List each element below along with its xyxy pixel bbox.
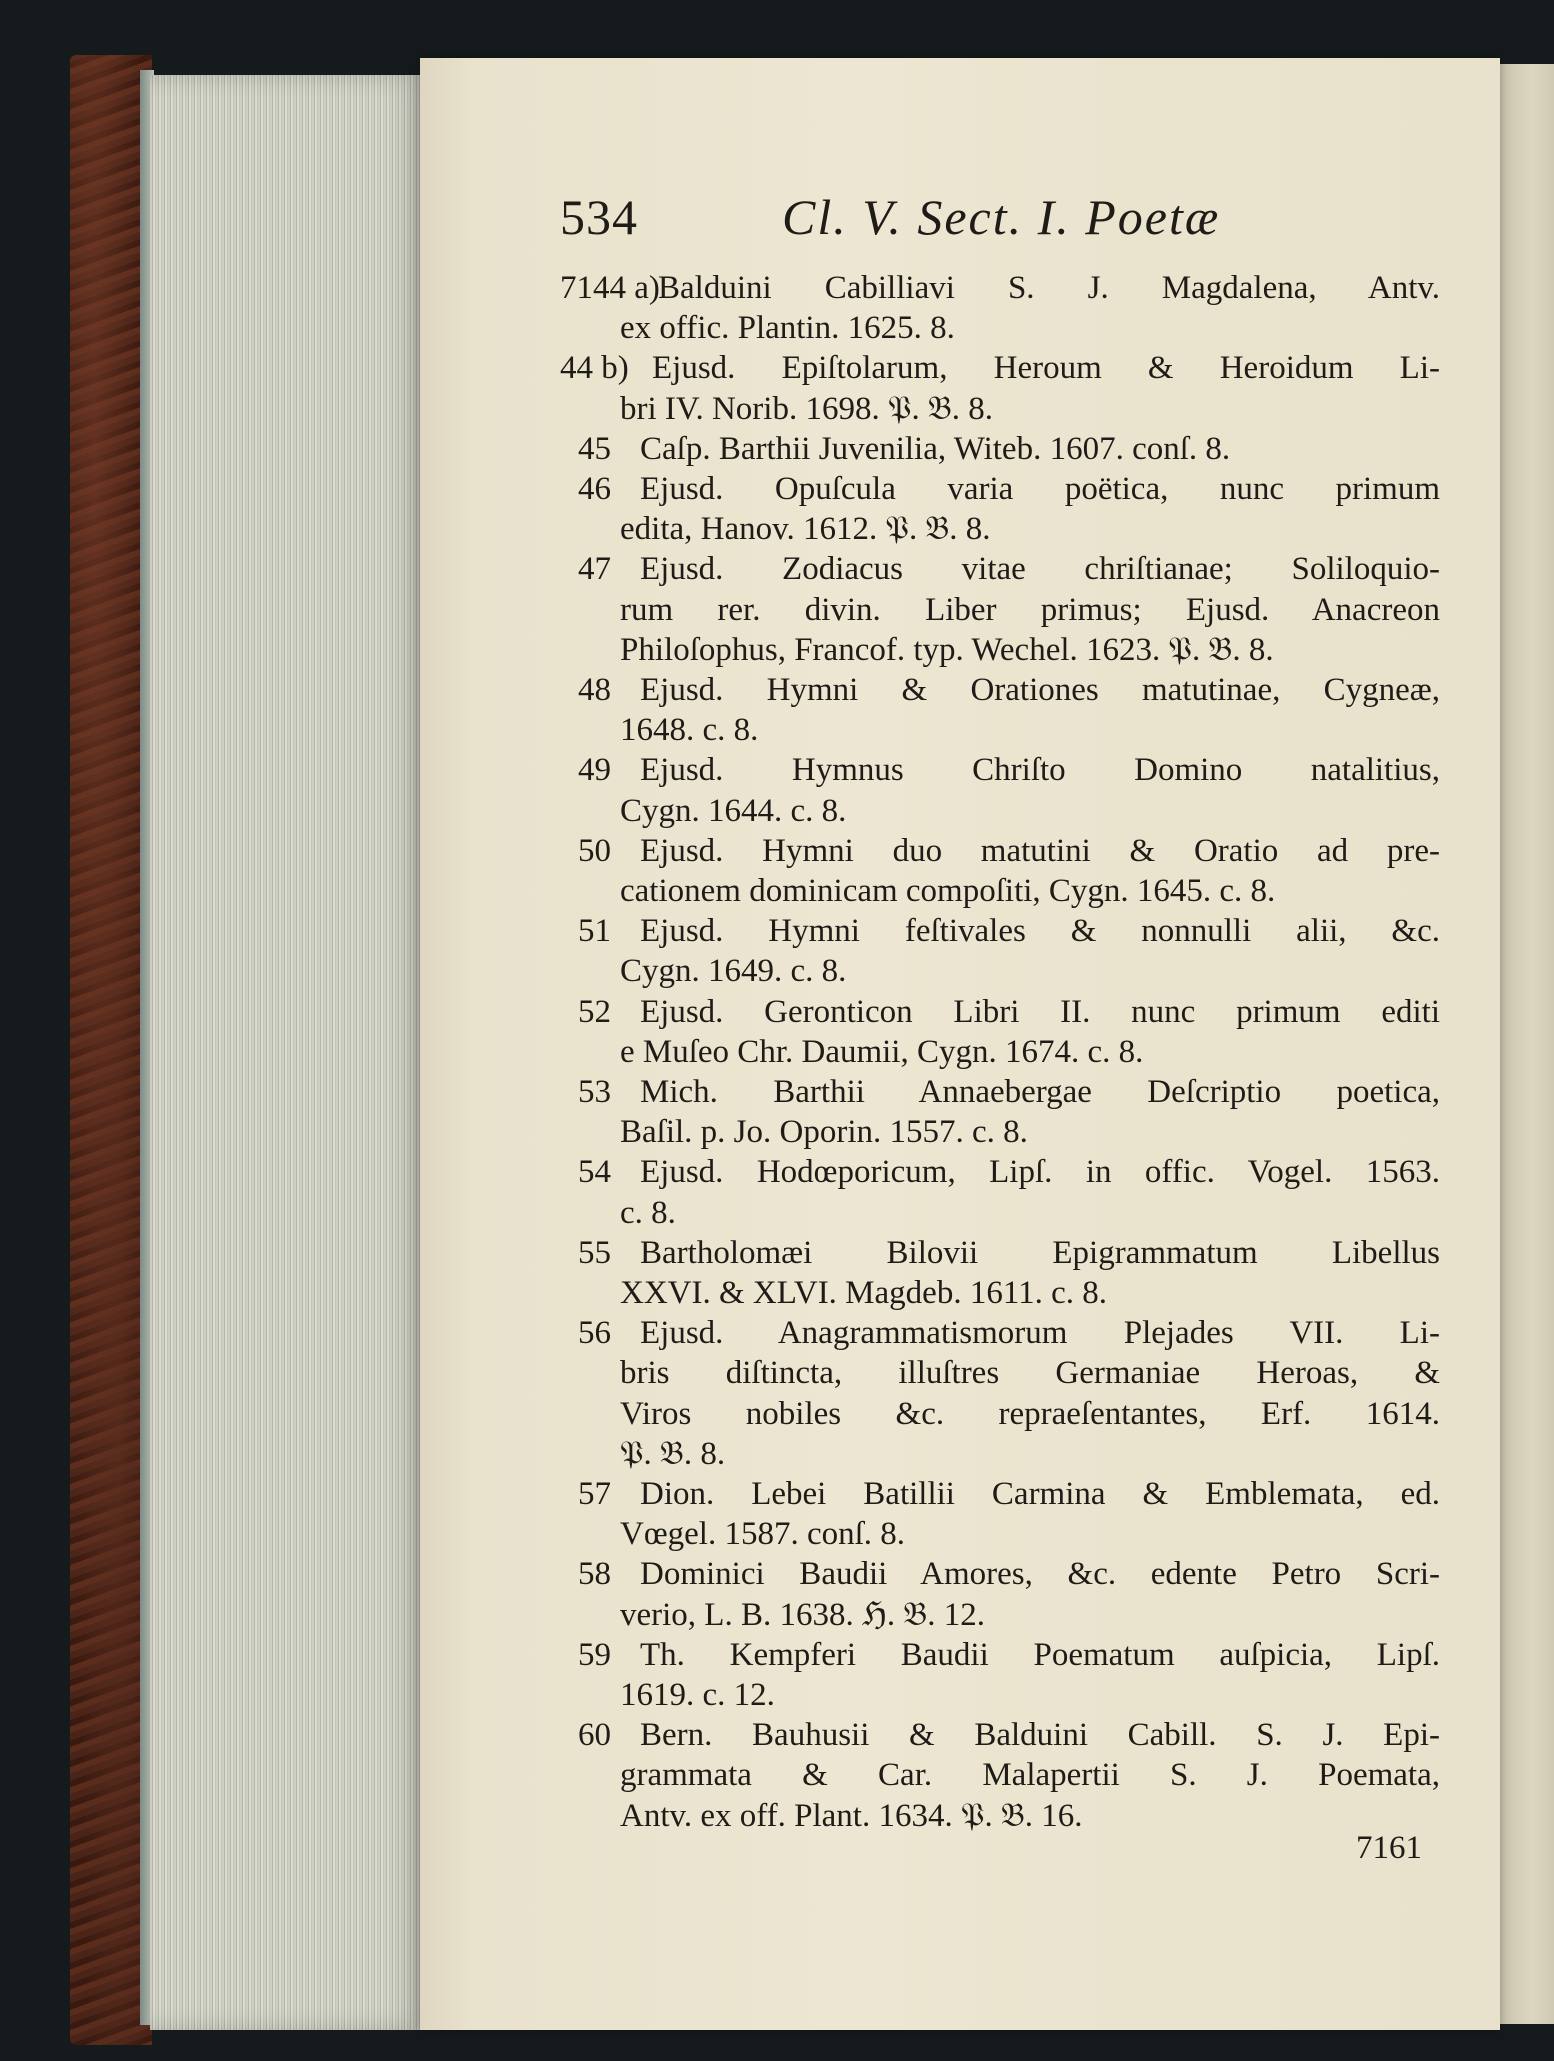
entry-text: Ejusd. Geronticon Libri II. nunc primum editi (640, 993, 1440, 1030)
entry-continuation-line (420, 1353, 1500, 1393)
entry-text: Ejusd. Hymni feſtivales & nonnulli alii, &c. (640, 913, 1440, 950)
entry-text: edita, Hanov. 1612. 𝔓. 𝔅. 8. (620, 511, 991, 548)
catalogue-entry (420, 469, 1500, 509)
entry-text: Viros nobiles &c. repraeſentantes, Erf. 1614. (620, 1395, 1440, 1432)
entry-text: Philoſophus, Francof. typ. Wechel. 1623. 𝔓. 𝔅. 8. (620, 631, 1274, 668)
entry-number: 45 (578, 430, 611, 467)
catalogue-entry (420, 750, 1500, 790)
entry-number: 60 (578, 1717, 611, 1754)
catalogue-entry (420, 1715, 1500, 1755)
entry-continuation-line (420, 590, 1500, 630)
entry-continuation-line (420, 1273, 1500, 1313)
entry-text: 1648. c. 8. (620, 712, 759, 749)
entry-continuation-line (420, 1755, 1500, 1795)
entry-number: 58 (578, 1556, 611, 1593)
entry-number: 49 (578, 752, 611, 789)
entry-continuation-line (420, 1193, 1500, 1233)
catalogue-entry (420, 911, 1500, 951)
catchword: 7161 (1356, 1830, 1422, 1866)
entry-continuation-line (420, 951, 1500, 991)
entry-number: 46 (578, 471, 611, 507)
entry-text: Dominici Baudii Amores, &c. edente Petro Scri- (640, 1556, 1440, 1593)
catalogue-entry (420, 1233, 1500, 1273)
entry-text: Th. Kempferi Baudii Poematum auſpicia, Lipſ. (640, 1636, 1440, 1673)
entry-text: e Muſeo Chr. Daumii, Cygn. 1674. c. 8. (620, 1033, 1144, 1070)
entry-number: 51 (578, 913, 611, 950)
catalogue-entry (420, 429, 1500, 469)
page-number: 534 (560, 189, 638, 245)
entry-text: Ejusd. Opuſcula varia poëtica, nunc primum (640, 471, 1440, 507)
entry-number: 59 (578, 1636, 611, 1673)
entry-text: Caſp. Barthii Juvenilia, Witeb. 1607. conſ. 8. (640, 430, 1231, 467)
entry-text: Ejusd. Hymnus Chriſto Domino natalitius, (640, 752, 1440, 789)
entry-continuation-line (420, 710, 1500, 750)
entry-text: 𝔓. 𝔅. 8. (620, 1435, 726, 1472)
entry-text: grammata & Car. Malapertii S. J. Poemata, (620, 1757, 1440, 1794)
catalogue-entry (420, 1072, 1500, 1112)
entry-text: Dion. Lebei Batillii Carmina & Emblemata, ed. (640, 1476, 1440, 1512)
entry-continuation-line (420, 1675, 1500, 1715)
entry-continuation-line (420, 1595, 1500, 1635)
entry-continuation-line (420, 389, 1500, 429)
entry-number: 48 (578, 672, 611, 708)
entry-number: 54 (578, 1154, 611, 1191)
entry-text: Ejusd. Hymni & Orationes matutinae, Cygneæ, (640, 672, 1440, 708)
entry-continuation-line (420, 791, 1500, 831)
entry-continuation-line (420, 871, 1500, 911)
catalogue-entries (420, 58, 1500, 2030)
catalogue-entry (420, 1474, 1500, 1514)
entry-continuation-line (420, 1112, 1500, 1152)
entry-number: 52 (578, 993, 611, 1030)
entry-text: c. 8. (620, 1194, 676, 1231)
catalogue-entry (420, 348, 1500, 388)
entry-continuation-line (420, 308, 1500, 348)
page-edge-stack (150, 75, 428, 2030)
entry-text: Antv. ex off. Plant. 1634. 𝔓. 𝔅. 16. (620, 1797, 1083, 1834)
entry-continuation-line (420, 1434, 1500, 1474)
entry-text: ex offic. Plantin. 1625. 8. (620, 310, 955, 347)
entry-number: 55 (578, 1234, 611, 1271)
entry-continuation-line (420, 630, 1500, 670)
entry-text: Ejusd. Anagrammatismorum Plejades VII. Li- (640, 1315, 1440, 1352)
catalogue-entry (420, 1635, 1500, 1675)
entry-text: bri IV. Norib. 1698. 𝔓. 𝔅. 8. (620, 390, 994, 427)
entry-continuation-line (420, 1514, 1500, 1554)
entry-number: 47 (578, 551, 611, 588)
entry-text: rum rer. divin. Liber primus; Ejusd. Anacreon (620, 591, 1440, 628)
catalogue-entry (420, 831, 1500, 871)
entry-number: 44 b) (560, 350, 629, 387)
entry-number: 53 (578, 1074, 611, 1110)
entry-text: Ejusd. Hymni duo matutini & Oratio ad pre- (640, 832, 1440, 869)
entry-text: XXVI. & XLVI. Magdeb. 1611. c. 8. (620, 1275, 1107, 1311)
entry-text: Balduini Cabilliavi S. J. Magdalena, Antv. (658, 270, 1440, 306)
entry-continuation-line (420, 1796, 1500, 1836)
catalogue-entry (420, 549, 1500, 589)
entry-text: Cygn. 1649. c. 8. (620, 953, 847, 990)
entry-text: Vœgel. 1587. conſ. 8. (620, 1516, 906, 1553)
entry-text: verio, L. B. 1638. ℌ. 𝔅. 12. (620, 1596, 985, 1633)
entry-number: 56 (578, 1315, 611, 1352)
entry-text: Ejusd. Hodœporicum, Lipſ. in offic. Vogel. 1563. (640, 1154, 1440, 1191)
entry-text: Ejusd. Epiſtolarum, Heroum & Heroidum Li- (652, 350, 1440, 387)
printed-page (420, 58, 1500, 2030)
entry-text: Mich. Barthii Annaebergae Deſcriptio poetica, (640, 1074, 1440, 1110)
entry-text: Bartholomæi Bilovii Epigrammatum Libellus (640, 1234, 1440, 1271)
entry-continuation-line (420, 1032, 1500, 1072)
catalogue-entry (420, 268, 1500, 308)
catalogue-entry (420, 670, 1500, 710)
entry-number: 57 (578, 1476, 611, 1512)
entry-text: bris diſtincta, illuſtres Germaniae Heroas, & (620, 1355, 1440, 1392)
entry-continuation-line (420, 509, 1500, 549)
entry-text: Baſil. p. Jo. Oporin. 1557. c. 8. (620, 1114, 1028, 1151)
entry-continuation-line (420, 1394, 1500, 1434)
catalogue-entry (420, 1313, 1500, 1353)
entry-text: Cygn. 1644. c. 8. (620, 792, 847, 829)
running-head: Cl. V. Sect. I. Poetæ (782, 189, 1221, 245)
entry-text: Bern. Bauhusii & Balduini Cabill. S. J. Epi- (640, 1717, 1440, 1754)
entry-number: 50 (578, 832, 611, 869)
catalogue-entry (420, 1152, 1500, 1192)
entry-number: 7144 a) (560, 270, 660, 306)
facing-page-edge (1498, 64, 1554, 2024)
entry-text: cationem dominicam compoſiti, Cygn. 1645. c. 8. (620, 873, 1276, 909)
entry-text: Ejusd. Zodiacus vitae chriſtianae; Soliloquio- (640, 551, 1440, 588)
entry-text: 1619. c. 12. (620, 1677, 775, 1713)
catalogue-entry (420, 992, 1500, 1032)
catalogue-entry (420, 1554, 1500, 1594)
page-text (420, 58, 1500, 2030)
